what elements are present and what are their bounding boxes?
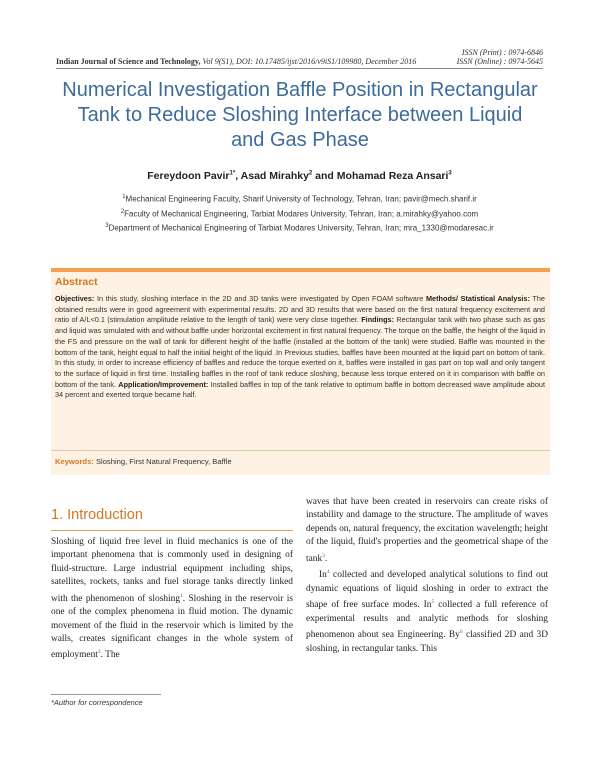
body-text: . Sloshing in the reservoir is one of the complex phenomena in fluid motion. The dynamic movement of the fluid in the reservoir which is limited by the walls, creates significant changes in the whole system of employment [51, 593, 293, 661]
body-text: collected and developed analytical solutions to find out dynamic equations of liquid sloshing in order to extract the shape of free surface modes. In [306, 570, 548, 611]
affiliation-mark: 3 [105, 223, 109, 230]
journal-citation [56, 57, 416, 66]
issn-online: ISSN (Online) : 0974-5645 [456, 57, 543, 66]
keywords-text: Sloshing, First Natural Frequency, Baffle [95, 457, 232, 466]
issn-print: ISSN (Print) : 0974-6846 [461, 48, 543, 57]
footnote-divider [51, 694, 161, 695]
abstract-heading: Abstract [55, 276, 98, 288]
section-heading-introduction: 1. Introduction [51, 507, 143, 523]
body-text: In [319, 570, 327, 581]
body-paragraph [51, 536, 293, 663]
objectives-text: In this study, sloshing interface in the 2D and 3D tanks were investigated by Open FOAM software [96, 294, 424, 303]
findings-text: Rectangular tank with two phase such as gas and liquid was simulated with and without baffle under horizontal excitement in first natural frequency. The torque on the baffle, the height of the liquid in the FS and pressure on the wall of tank for different height of the baffle (installed at the bottom of the tank) were studied. Baffle was mounted in the bottom of the tank, height equal to half the initial height of the liquid .In Previous studies, baffles have been mounted at the liquid part on bottom of tank. In this study, in order to increase efficiency of baffles and reduce the torque exerted on it, baffles were installed in gas part on top wall and only tangent to the surface of liquid in first time. Installing baffles in the roof of tank reduce sloshing, because less torque entered on it in comparison with baffle on bottom of the tank. [55, 315, 545, 389]
body-column-left [51, 536, 293, 663]
author-affil-mark: 3 [448, 170, 452, 177]
keywords-label: Keywords: [55, 457, 94, 466]
affiliation-line [56, 191, 543, 206]
header-divider [56, 68, 543, 69]
journal-name: Indian Journal of Science and Technology, [56, 57, 201, 66]
author-separator: and [312, 170, 337, 182]
paper-title: Numerical Investigation Baffle Position in Rectangular Tank to Reduce Sloshing Interface between Liquid and Gas Phase [62, 79, 538, 151]
author-name: Asad Mirahky [240, 170, 309, 182]
section-divider [51, 530, 293, 531]
citation-link[interactable]: 1 [180, 592, 183, 599]
citation-link[interactable]: 5 [431, 599, 435, 606]
keywords-divider [51, 450, 550, 451]
author-name: Fereydoon Pavir [147, 170, 230, 182]
body-column-right [306, 496, 548, 656]
body-text: classified 2D and 3D sloshing, in rectangular tanks. This [306, 630, 548, 654]
affiliation-text: Department of Mechanical Engineering of Tarbiat Modares University, Tehran, Iran; mra_1330@modaresac.ir [108, 223, 494, 233]
affiliation-mark: 2 [120, 208, 125, 215]
affiliation-line [56, 220, 543, 235]
journal-details: Vol 9(S1), DOI: 10.17485/ijst/2016/v9iS1/109980, December 2016 [202, 57, 417, 66]
citation-link[interactable]: 4 [326, 569, 330, 576]
affiliation-text: Faculty of Mechanical Engineering, Tarbiat Modares University, Tehran, Iran; a.mirahky@yahoo.com [124, 209, 479, 219]
author-name: Mohamad Reza Ansari [336, 170, 449, 182]
affiliation-line [56, 206, 543, 221]
body-text: collected a full reference of experimental results and analytic methods for sloshing phenomenon about sea Engineering. By [306, 600, 548, 641]
application-label: Application/Improvement: [118, 379, 209, 389]
author-affil-mark: 1* [229, 170, 236, 177]
body-paragraph [306, 566, 548, 656]
affiliations [56, 191, 543, 235]
abstract-text [55, 294, 545, 401]
footnote: *Author for correspondence [51, 698, 143, 707]
body-paragraph [306, 496, 548, 566]
objectives-label: Objectives: [55, 294, 95, 303]
citation-link[interactable]: 2 [97, 649, 101, 656]
author-list [56, 170, 543, 182]
abstract-box [51, 268, 550, 475]
methods-text: The obtained results were in good agreement with experimental results. 2D and 3D results that were based on the first natural frequency excitement and ratio of A/L<0.1 (stimulation amplitude relative to the length of tank) were very close together. [55, 294, 545, 325]
affiliation-mark: 1 [122, 194, 126, 200]
abstract-accent-bar [51, 268, 550, 272]
author-separator: , [235, 170, 241, 182]
citation-link[interactable]: 3 [322, 552, 325, 559]
citation-link[interactable]: 6 [459, 629, 463, 636]
body-text: waves that have been created in reservoirs can create risks of instability and damage to the structure. The amplitude of waves depends on, natural frequency, the excitation wavelength; height of the liquid, fluid's properties and the geometrical shape of the tank [306, 497, 548, 564]
application-text: Installed baffles in top of the tank relative to optimum baffle in bottom decreased wave amplitude about 34 percent and exerted torque became half. [55, 379, 545, 400]
keywords [55, 457, 232, 466]
methods-label: Methods/ Statistical Analysis: [425, 294, 530, 303]
body-text: Sloshing of liquid free level in fluid mechanics is one of the important phenomena that is commonly used in designing of fluid-structure. Large industrial equipment including ships, satellites, rockets, tanks and fuel storage tanks directly linked with the phenomenon of sloshing [51, 537, 293, 604]
affiliation-text: Mechanical Engineering Faculty, Sharif University of Technology, Tehran, Iran; pavir@mech.sharif.ir [125, 194, 477, 204]
author-affil-mark: 2 [308, 170, 313, 177]
body-text: . [324, 553, 328, 564]
body-text: . The [100, 650, 120, 661]
findings-label: Findings: [361, 315, 395, 325]
